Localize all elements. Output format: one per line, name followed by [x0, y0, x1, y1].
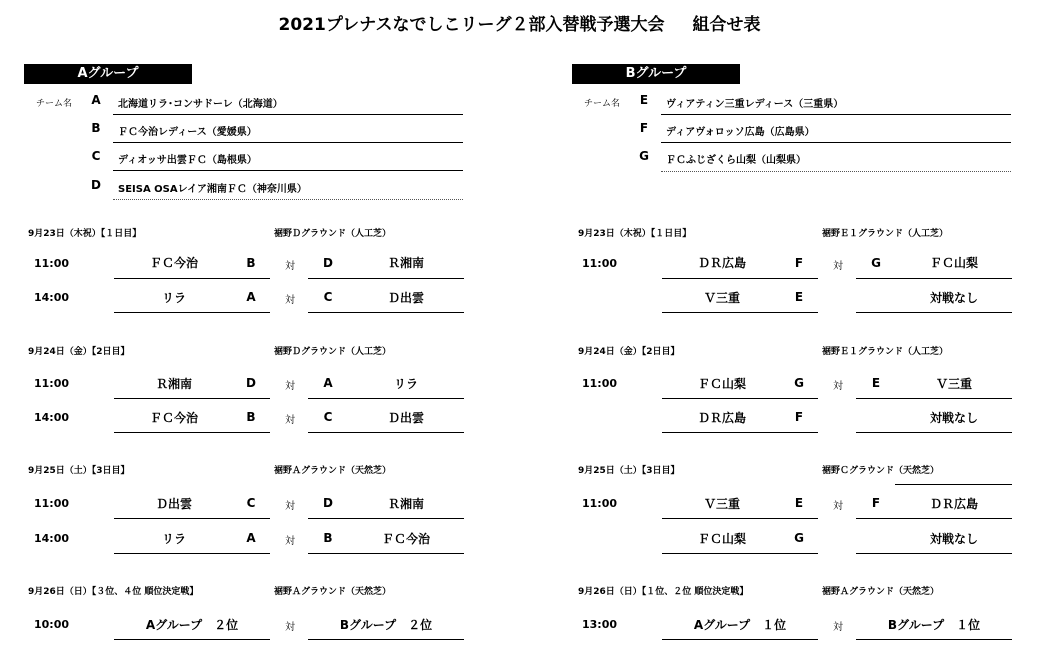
away-team: Ｄ出雲	[387, 411, 424, 425]
divider	[661, 171, 1011, 172]
home-team: Aグループ ２位	[145, 618, 239, 632]
home-team: ＤＲ広島	[697, 411, 746, 425]
match-line	[308, 639, 464, 640]
match-line	[114, 278, 270, 279]
versus-label: 対	[833, 501, 843, 512]
away-team-letter: F	[871, 496, 881, 510]
divider	[113, 114, 463, 115]
away-team-letter: C	[323, 290, 333, 304]
home-team-letter: F	[794, 256, 804, 270]
match-line	[114, 398, 270, 399]
match-line	[114, 312, 270, 313]
home-team-letter: G	[794, 531, 804, 545]
kickoff-time: 11:00	[582, 497, 618, 510]
home-team: Ｄ出雲	[155, 497, 192, 511]
away-team: ＦＣ今治	[381, 532, 430, 546]
divider	[113, 142, 463, 143]
versus-label: 対	[285, 295, 295, 306]
match-line	[662, 639, 818, 640]
home-team-letter: B	[246, 410, 256, 424]
group-a-team-name: ディオッサ出雲ＦＣ（島根県）	[118, 155, 257, 166]
match-venue: 裾野Ｄグラウンド（人工芝）	[274, 347, 392, 357]
home-team-letter: F	[794, 410, 804, 424]
match-line	[662, 398, 818, 399]
match-line	[308, 432, 464, 433]
match-line	[114, 432, 270, 433]
home-team-letter: A	[246, 290, 256, 304]
divider	[895, 484, 1012, 485]
match-line	[856, 398, 1012, 399]
away-team: Ｄ出雲	[387, 291, 424, 305]
match-line	[662, 518, 818, 519]
match-venue: 裾野Ａグラウンド（天然芝）	[274, 466, 392, 476]
away-team: 対戦なし	[929, 411, 978, 425]
home-team: Ｖ三重	[703, 497, 740, 511]
match-venue: 裾野Ｅ１グラウンド（人工芝）	[822, 229, 949, 239]
home-team-letter: E	[794, 290, 804, 304]
match-line	[662, 278, 818, 279]
divider	[113, 170, 463, 171]
away-team-letter: D	[323, 256, 333, 270]
home-team-letter: C	[246, 496, 256, 510]
home-team-letter: E	[794, 496, 804, 510]
away-team: 対戦なし	[929, 291, 978, 305]
group-b-team-letter: E	[639, 93, 649, 107]
away-team-letter: E	[871, 376, 881, 390]
group-b-team-label: チーム名	[584, 99, 621, 109]
versus-label: 対	[833, 261, 843, 272]
tournament-title: 2021プレナスなでしこリーグ２部入替戦予選大会	[278, 15, 665, 35]
away-team: Bグループ ２位	[339, 618, 433, 632]
versus-label: 対	[833, 622, 843, 633]
match-line	[308, 518, 464, 519]
match-line	[308, 553, 464, 554]
match-line	[308, 312, 464, 313]
versus-label: 対	[285, 501, 295, 512]
group-b-team-name: ＦＣふじざくら山梨（山梨県）	[666, 155, 806, 166]
match-venue: 裾野Ｄグラウンド（人工芝）	[274, 229, 392, 239]
away-team: 対戦なし	[929, 532, 978, 546]
title-suffix: 組合せ表	[692, 15, 761, 35]
kickoff-time: 10:00	[34, 618, 70, 631]
match-day-date: 9月24日（金）【2日目】	[28, 347, 130, 357]
group-a-team-label: チーム名	[36, 99, 73, 109]
home-team-letter: A	[246, 531, 256, 545]
group-a-team-letter: C	[91, 149, 101, 163]
home-team: Aグループ １位	[693, 618, 787, 632]
group-a-header: Aグループ	[24, 64, 192, 84]
home-team: ＦＣ山梨	[697, 377, 746, 391]
match-day-date: 9月23日（木祝）【１日目】	[28, 229, 142, 239]
versus-label: 対	[285, 261, 295, 272]
match-line	[662, 312, 818, 313]
away-team: Ｒ湘南	[387, 497, 424, 511]
away-team: ＤＲ広島	[929, 497, 978, 511]
match-line	[662, 432, 818, 433]
kickoff-time: 11:00	[34, 497, 70, 510]
match-day-date: 9月25日（土）【3日目】	[578, 466, 680, 476]
away-team: Ｖ三重	[935, 377, 972, 391]
group-a-team-name: SEISA OSAレイア湘南ＦＣ（神奈川県）	[118, 184, 307, 195]
match-line	[114, 518, 270, 519]
home-team: リラ	[161, 532, 186, 546]
home-team: ＤＲ広島	[697, 256, 746, 270]
divider	[113, 199, 463, 200]
match-day-date: 9月26日（日）【１位、２位 順位決定戦】	[578, 587, 749, 597]
home-team: Ｒ湘南	[155, 377, 192, 391]
versus-label: 対	[833, 381, 843, 392]
match-day-date: 9月23日（木祝）【１日目】	[578, 229, 692, 239]
versus-label: 対	[285, 415, 295, 426]
versus-label: 対	[285, 622, 295, 633]
group-a-team-letter: D	[91, 178, 101, 192]
divider	[661, 142, 1011, 143]
home-team: ＦＣ山梨	[697, 532, 746, 546]
match-line	[856, 639, 1012, 640]
versus-label: 対	[285, 536, 295, 547]
group-b-team-name: ディアヴォロッソ広島（広島県）	[666, 127, 815, 138]
match-line	[308, 398, 464, 399]
kickoff-time: 14:00	[34, 291, 70, 304]
match-line	[856, 278, 1012, 279]
versus-label: 対	[285, 381, 295, 392]
group-b-team-name: ヴィアティン三重レディース（三重県）	[666, 99, 844, 110]
away-team-letter: A	[323, 376, 333, 390]
match-venue: 裾野Ｅ１グラウンド（人工芝）	[822, 347, 949, 357]
group-a-team-name: ＦＣ今治レディース（愛媛県）	[118, 127, 257, 138]
kickoff-time: 13:00	[582, 618, 618, 631]
kickoff-time: 14:00	[34, 532, 70, 545]
match-line	[856, 312, 1012, 313]
match-venue: 裾野Ａグラウンド（天然芝）	[274, 587, 392, 597]
away-team-letter: C	[323, 410, 333, 424]
match-line	[856, 432, 1012, 433]
match-line	[662, 553, 818, 554]
home-team-letter: G	[794, 376, 804, 390]
match-venue: 裾野Ａグラウンド（天然芝）	[822, 587, 940, 597]
group-a-team-letter: A	[91, 93, 101, 107]
home-team: Ｖ三重	[703, 291, 740, 305]
match-venue: 裾野Ｃグラウンド（天然芝）	[822, 466, 940, 476]
kickoff-time: 14:00	[34, 411, 70, 424]
away-team: リラ	[393, 377, 418, 391]
away-team: ＦＣ山梨	[929, 256, 978, 270]
home-team: ＦＣ今治	[149, 411, 198, 425]
kickoff-time: 11:00	[582, 257, 618, 270]
group-b-team-letter: G	[639, 149, 649, 163]
group-a-team-letter: B	[91, 121, 101, 135]
away-team-letter: G	[871, 256, 881, 270]
match-day-date: 9月26日（日）【３位、４位 順位決定戦】	[28, 587, 199, 597]
home-team-letter: B	[246, 256, 256, 270]
match-day-date: 9月25日（土）【3日目】	[28, 466, 130, 476]
kickoff-time: 11:00	[34, 377, 70, 390]
group-b-header: Bグループ	[572, 64, 740, 84]
kickoff-time: 11:00	[34, 257, 70, 270]
match-line	[308, 278, 464, 279]
away-team: Bグループ １位	[887, 618, 981, 632]
match-line	[114, 639, 270, 640]
home-team-letter: D	[246, 376, 256, 390]
divider	[661, 114, 1011, 115]
away-team-letter: B	[323, 531, 333, 545]
kickoff-time: 11:00	[582, 377, 618, 390]
match-line	[856, 553, 1012, 554]
group-a-team-name: 北海道リラ･コンサドーレ（北海道）	[118, 99, 283, 110]
home-team: リラ	[161, 291, 186, 305]
page-title	[0, 10, 1039, 35]
away-team-letter: D	[323, 496, 333, 510]
match-day-date: 9月24日（金）【2日目】	[578, 347, 680, 357]
match-line	[856, 518, 1012, 519]
home-team: ＦＣ今治	[149, 256, 198, 270]
away-team: Ｒ湘南	[387, 256, 424, 270]
group-b-team-letter: F	[639, 121, 649, 135]
match-line	[114, 553, 270, 554]
